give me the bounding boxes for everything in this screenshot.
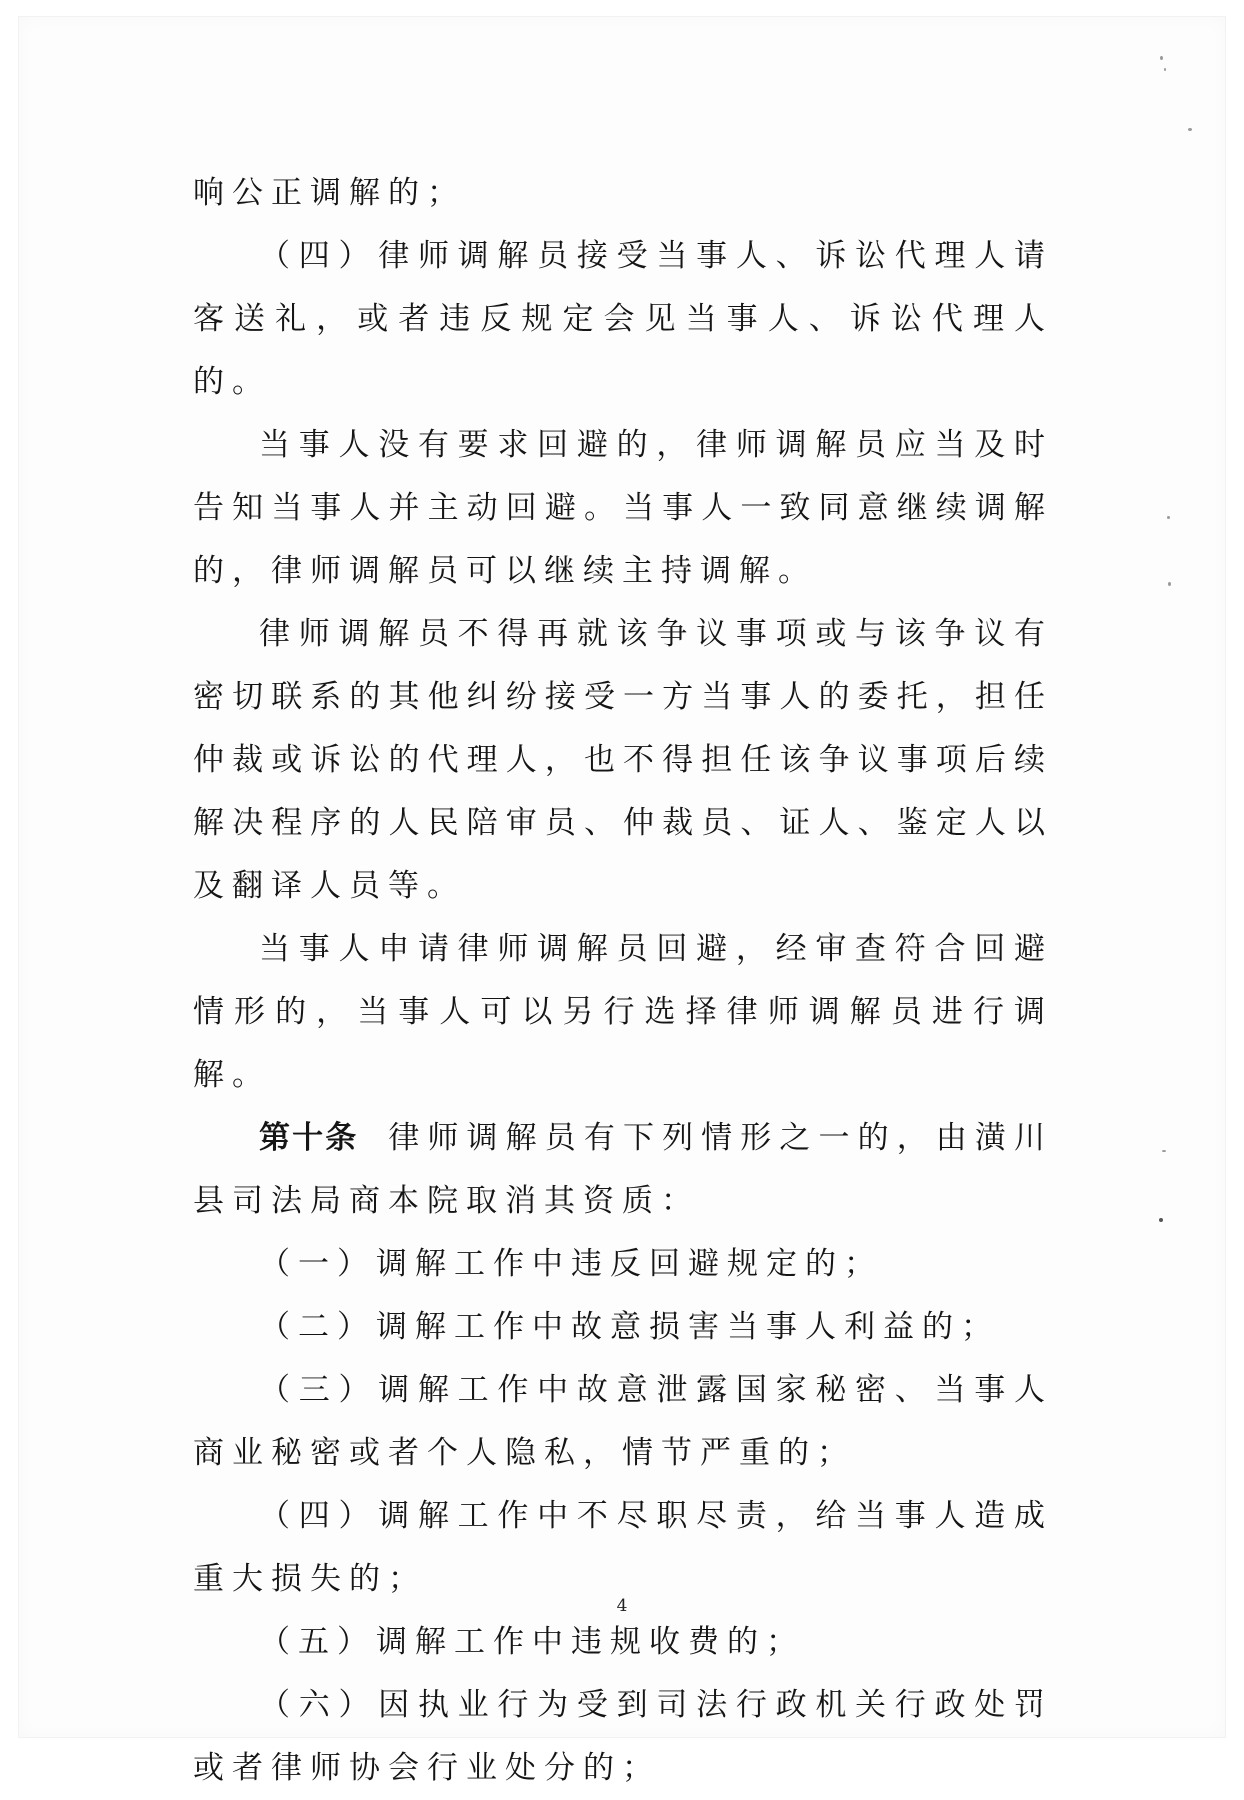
- document-body: [193, 162, 1053, 1800]
- scan-speck: [1164, 68, 1166, 71]
- list-item: （五）调解工作中违规收费的；: [259, 1624, 805, 1660]
- list-item: （三）调解工作中故意泄露国家秘密、当事人商业秘密或者个人隐私，情节严重的；: [193, 1372, 1053, 1471]
- paragraph: 当事人申请律师调解员回避，经审查符合回避情形的，当事人可以另行选择律师调解员进行调解。: [193, 931, 1053, 1093]
- page-number: 4: [616, 1596, 628, 1616]
- list-item: （一）调解工作中违反回避规定的；: [259, 1246, 883, 1282]
- scan-speck: [1188, 128, 1192, 131]
- article-text: 律师调解员有下列情形之一的，由潢川县司法局商本院取消其资质：: [193, 1120, 1054, 1219]
- scan-speck: [1167, 516, 1170, 519]
- list-item: （二）调解工作中故意损害当事人利益的；: [259, 1309, 1000, 1345]
- paragraph: 律师调解员不得再就该争议事项或与该争议有密切联系的其他纠纷接受一方当事人的委托，担任仲裁或诉讼的代理人，也不得担任该争议事项后续解决程序的人民陪审员、仲裁员、证人、鉴定人以及翻译人员等。: [193, 616, 1053, 904]
- list-item: （四）调解工作中不尽职尽责，给当事人造成重大损失的；: [193, 1498, 1053, 1597]
- paragraph: 当事人没有要求回避的，律师调解员应当及时告知当事人并主动回避。当事人一致同意继续调解的，律师调解员可以继续主持调解。: [193, 427, 1053, 589]
- scan-speck: [1162, 1150, 1166, 1152]
- scan-speck: [1159, 1218, 1163, 1222]
- paragraph: （四）律师调解员接受当事人、诉讼代理人请客送礼，或者违反规定会见当事人、诉讼代理人的。: [193, 238, 1053, 400]
- paragraph: 响公正调解的；: [193, 175, 466, 211]
- scan-speck: [1160, 56, 1163, 60]
- article-paragraph: [193, 1107, 1053, 1233]
- article-heading: 第十条: [259, 1120, 359, 1156]
- list-item: （六）因执业行为受到司法行政机关行政处罚或者律师协会行业处分的；: [193, 1687, 1053, 1786]
- scan-speck: [1168, 582, 1171, 586]
